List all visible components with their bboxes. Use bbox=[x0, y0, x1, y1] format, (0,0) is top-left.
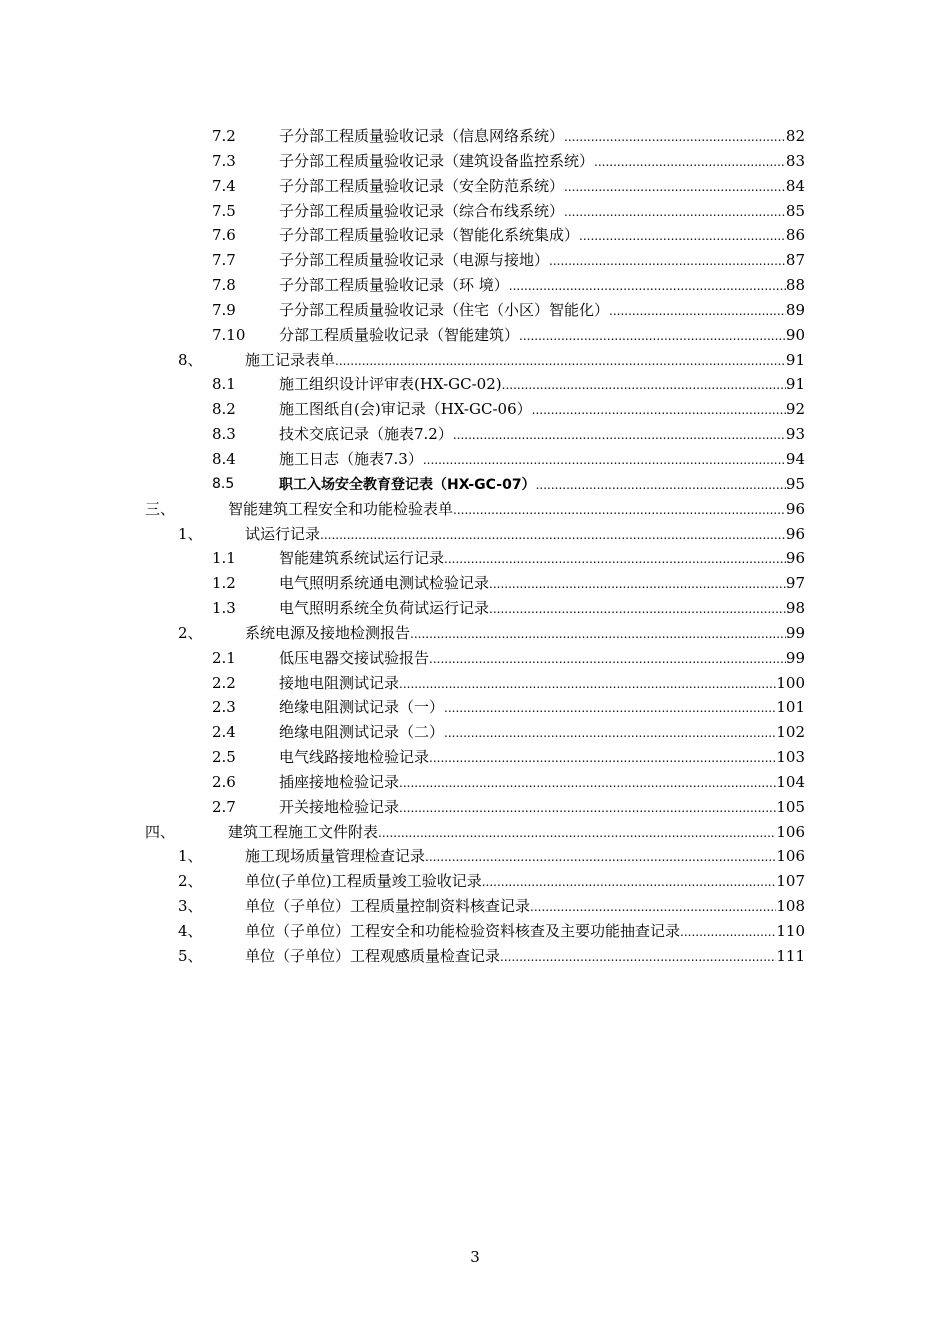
toc-entry-number: 7.5 bbox=[212, 201, 236, 220]
toc-entry-line bbox=[279, 596, 805, 622]
toc-entry-number: 7.2 bbox=[212, 127, 236, 145]
toc-entry-page: 89 bbox=[785, 300, 805, 319]
toc-dot-leader bbox=[536, 473, 786, 498]
toc-entry-title: 单位（子单位）工程安全和功能检验资料核查及主要功能抽查记录 bbox=[245, 922, 681, 940]
toc-entry-line bbox=[279, 745, 805, 771]
toc-dot-leader bbox=[320, 523, 786, 548]
toc-entry-page: 97 bbox=[785, 574, 805, 593]
toc-entry[interactable] bbox=[0, 522, 950, 547]
toc-entry-line bbox=[279, 273, 805, 299]
toc-entry-title: 单位（子单位）工程观感质量检查记录 bbox=[245, 946, 501, 965]
toc-entry-page: 83 bbox=[785, 151, 805, 170]
toc-entry-title: 智能建筑系统试运行记录 bbox=[279, 549, 445, 568]
toc-entry-title: 接地电阻测试记录 bbox=[279, 673, 400, 692]
toc-entry-page: 91 bbox=[785, 375, 805, 394]
toc-entry[interactable] bbox=[0, 894, 950, 919]
toc-dot-leader bbox=[378, 821, 776, 846]
toc-entry-line bbox=[279, 695, 805, 721]
toc-dot-leader bbox=[502, 373, 786, 398]
toc-entry-page: 86 bbox=[785, 226, 805, 245]
toc-entry-number: 5、 bbox=[178, 946, 203, 965]
toc-entry[interactable] bbox=[0, 844, 950, 869]
toc-dot-leader bbox=[482, 870, 777, 895]
toc-entry[interactable] bbox=[0, 621, 950, 646]
toc-entry-page: 111 bbox=[776, 946, 805, 965]
toc-entry-page: 99 bbox=[785, 623, 805, 642]
toc-dot-leader bbox=[500, 945, 776, 970]
toc-entry-title: 施工组织设计评审表(HX-GC-02) bbox=[279, 375, 502, 394]
toc-entry-page: 106 bbox=[776, 847, 805, 866]
toc-entry-page: 96 bbox=[785, 549, 805, 568]
toc-entry-number: 7.4 bbox=[212, 176, 236, 195]
toc-entry-page: 104 bbox=[776, 772, 805, 791]
toc-entry-number: 2、 bbox=[178, 872, 203, 891]
toc-entry-page: 95 bbox=[785, 474, 805, 493]
toc-dot-leader bbox=[489, 597, 786, 622]
toc-entry-number: 8.4 bbox=[212, 449, 236, 468]
toc-dot-leader bbox=[453, 423, 786, 448]
toc-entry[interactable] bbox=[0, 447, 950, 472]
toc-entry-title: 施工日志（施表7.3） bbox=[279, 449, 423, 468]
toc-entry-number: 2.2 bbox=[212, 673, 236, 692]
toc-entry[interactable] bbox=[0, 546, 950, 571]
toc-dot-leader bbox=[399, 796, 776, 821]
toc-entry[interactable] bbox=[0, 795, 950, 820]
toc-dot-leader bbox=[489, 572, 786, 597]
toc-entry[interactable] bbox=[0, 223, 950, 248]
toc-entry-title: 子分部工程质量验收记录（建筑设备监控系统） bbox=[279, 151, 595, 170]
toc-entry-title: 施工图纸自(会)审记录（HX-GC-06） bbox=[279, 400, 532, 419]
toc-entry-page: 84 bbox=[785, 176, 805, 195]
toc-entry-number: 1、 bbox=[178, 847, 203, 866]
toc-entry-line bbox=[245, 894, 805, 920]
toc-entry-line bbox=[279, 770, 805, 796]
toc-entry-line bbox=[245, 348, 805, 374]
toc-entry-line bbox=[279, 795, 805, 821]
toc-entry-number: 7.6 bbox=[212, 226, 236, 245]
toc-entry[interactable] bbox=[0, 149, 950, 174]
toc-entry-number: 8、 bbox=[178, 350, 203, 369]
toc-entry-title: 单位（子单位）工程质量控制资料核查记录 bbox=[245, 897, 531, 916]
toc-dot-leader bbox=[594, 150, 786, 175]
toc-entry[interactable] bbox=[0, 273, 950, 298]
toc-entry[interactable] bbox=[0, 596, 950, 621]
toc-entry-number: 1.1 bbox=[212, 549, 236, 568]
toc-entry-line bbox=[279, 571, 805, 597]
toc-entry-title: 智能建筑工程安全和功能检验表单 bbox=[228, 499, 454, 518]
toc-entry[interactable] bbox=[0, 472, 950, 497]
toc-entry-number: 2.4 bbox=[212, 723, 236, 742]
toc-entry-title: 系统电源及接地检测报告 bbox=[245, 623, 411, 642]
toc-entry-page: 108 bbox=[776, 897, 805, 916]
toc-entry-title: 分部工程质量验收记录（智能建筑） bbox=[279, 325, 520, 344]
toc-entry-page: 106 bbox=[776, 822, 805, 841]
toc-entry[interactable] bbox=[0, 869, 950, 894]
toc-entry-title: 子分部工程质量验收记录（智能化系统集成） bbox=[279, 226, 580, 245]
toc-entry-page: 96 bbox=[785, 499, 805, 518]
toc-dot-leader bbox=[549, 249, 786, 274]
toc-entry[interactable] bbox=[0, 199, 950, 224]
toc-entry-title: 建筑工程施工文件附表 bbox=[228, 822, 379, 841]
toc-entry-title: 施工现场质量管理检查记录 bbox=[245, 847, 426, 866]
toc-entry-line bbox=[228, 497, 805, 523]
toc-entry[interactable] bbox=[0, 323, 950, 348]
toc-entry-number: 4、 bbox=[178, 922, 203, 940]
toc-dot-leader bbox=[530, 895, 776, 920]
page-number: 3 bbox=[470, 1248, 480, 1266]
toc-entry-number: 7.10 bbox=[212, 325, 246, 344]
toc-entry-title: 绝缘电阻测试记录（一） bbox=[279, 698, 445, 717]
toc-dot-leader bbox=[453, 498, 786, 523]
toc-dot-leader bbox=[519, 324, 786, 349]
toc-entry-number: 7.7 bbox=[212, 251, 236, 270]
toc-entry-number: 2.1 bbox=[212, 648, 236, 667]
toc-dot-leader bbox=[423, 448, 786, 473]
toc-entry-line bbox=[279, 124, 805, 150]
toc-dot-leader bbox=[429, 647, 786, 672]
toc-entry-page: 94 bbox=[785, 449, 805, 468]
toc-entry[interactable] bbox=[0, 348, 950, 373]
toc-entry[interactable] bbox=[0, 248, 950, 273]
toc-entry-line bbox=[279, 472, 805, 498]
toc-entry-line bbox=[279, 248, 805, 274]
toc-entry-title: 绝缘电阻测试记录（二） bbox=[279, 723, 445, 742]
toc-entry-title: 子分部工程质量验收记录（安全防范系统） bbox=[279, 176, 565, 195]
toc-entry-line bbox=[279, 422, 805, 448]
toc-entry-number: 三、 bbox=[145, 499, 176, 518]
toc-entry-number: 8.2 bbox=[212, 400, 236, 419]
toc-entry-title: 子分部工程质量验收记录（信息网络系统） bbox=[279, 127, 565, 145]
toc-dot-leader bbox=[680, 920, 776, 945]
toc-entry-line bbox=[279, 174, 805, 200]
toc-entry-line bbox=[245, 844, 805, 870]
toc-entry-line bbox=[279, 199, 805, 225]
toc-entry[interactable] bbox=[0, 646, 950, 671]
toc-entry-line bbox=[279, 397, 805, 423]
toc-entry-number: 1、 bbox=[178, 524, 203, 543]
toc-entry-line bbox=[279, 646, 805, 672]
toc-entry[interactable] bbox=[0, 497, 950, 522]
toc-entry[interactable] bbox=[0, 571, 950, 596]
toc-dot-leader bbox=[399, 771, 776, 796]
toc-entry-page: 105 bbox=[776, 797, 805, 816]
toc-entry-number: 8.5 bbox=[212, 475, 235, 492]
toc-entry-page: 87 bbox=[785, 251, 805, 270]
toc-entry-title: 电气线路接地检验记录 bbox=[279, 748, 430, 767]
toc-entry-number: 8.3 bbox=[212, 425, 236, 444]
toc-entry[interactable] bbox=[0, 695, 950, 720]
toc-entry-title: 单位(子单位)工程质量竣工验收记录 bbox=[245, 872, 482, 891]
toc-entry[interactable] bbox=[0, 298, 950, 323]
toc-entry-title: 技术交底记录（施表7.2） bbox=[279, 425, 453, 444]
toc-entry-number: 7.3 bbox=[212, 151, 236, 170]
toc-entry-line bbox=[245, 621, 805, 647]
toc-entry[interactable] bbox=[0, 397, 950, 422]
toc-entry-title: 开关接地检验记录 bbox=[279, 797, 400, 816]
toc-entry-line bbox=[279, 447, 805, 473]
toc-dot-leader bbox=[564, 125, 786, 150]
toc-entry-line bbox=[279, 372, 805, 398]
toc-entry-line bbox=[279, 671, 805, 697]
toc-entry-line bbox=[279, 149, 805, 175]
toc-entry[interactable] bbox=[0, 720, 950, 745]
toc-entry-page: 101 bbox=[776, 698, 805, 717]
toc-entry[interactable] bbox=[0, 372, 950, 397]
toc-entry[interactable] bbox=[0, 174, 950, 199]
toc-dot-leader bbox=[564, 175, 786, 200]
toc-entry-page: 92 bbox=[785, 400, 805, 419]
toc-dot-leader bbox=[579, 224, 786, 249]
toc-dot-leader bbox=[429, 746, 776, 771]
toc-entry-line bbox=[245, 944, 805, 970]
toc-entry[interactable] bbox=[0, 919, 950, 944]
toc-entry-page: 90 bbox=[785, 325, 805, 344]
toc-entry-page: 103 bbox=[776, 748, 805, 767]
toc-dot-leader bbox=[410, 622, 786, 647]
toc-entry-line bbox=[245, 869, 805, 895]
toc-entry-page: 107 bbox=[776, 872, 805, 891]
toc-entry-page: 98 bbox=[785, 599, 805, 618]
toc-entry-line bbox=[279, 546, 805, 572]
toc-entry-title: 子分部工程质量验收记录（电源与接地） bbox=[279, 251, 550, 270]
toc-dot-leader bbox=[425, 845, 776, 870]
toc-dot-leader bbox=[444, 547, 786, 572]
toc-entry-number: 8.1 bbox=[212, 375, 236, 394]
toc-entry-number: 2.3 bbox=[212, 698, 236, 717]
toc-entry-number: 1.2 bbox=[212, 574, 236, 593]
toc-entry-line bbox=[245, 919, 805, 945]
toc-entry-page: 102 bbox=[776, 723, 805, 742]
toc-entry-number: 2.6 bbox=[212, 772, 236, 791]
toc-entry-title: 子分部工程质量验收记录（环 境） bbox=[279, 276, 509, 295]
toc-entry-title: 插座接地检验记录 bbox=[279, 772, 400, 791]
toc-dot-leader bbox=[564, 200, 786, 225]
toc-entry[interactable] bbox=[0, 745, 950, 770]
toc-entry-page: 93 bbox=[785, 425, 805, 444]
toc-dot-leader bbox=[509, 274, 786, 299]
toc-entry-number: 3、 bbox=[178, 897, 203, 916]
toc-entry-title: 施工记录表单 bbox=[245, 350, 336, 369]
toc-dot-leader bbox=[335, 349, 786, 374]
toc-entry-page: 110 bbox=[776, 922, 805, 940]
toc-entry-number: 2、 bbox=[178, 623, 203, 642]
toc-dot-leader bbox=[609, 299, 786, 324]
toc-entry-number: 2.5 bbox=[212, 748, 236, 767]
toc-entry-number: 四、 bbox=[145, 822, 176, 841]
toc-entry-page: 85 bbox=[785, 201, 805, 220]
toc-entry-line bbox=[279, 323, 805, 349]
toc-entry[interactable] bbox=[0, 944, 950, 969]
toc-entry-title: 子分部工程质量验收记录（综合布线系统） bbox=[279, 201, 565, 220]
toc-entry-line bbox=[279, 720, 805, 746]
toc-entry[interactable] bbox=[0, 124, 950, 149]
toc-entry-page: 96 bbox=[785, 524, 805, 543]
toc-entry-title: 试运行记录 bbox=[245, 524, 321, 543]
toc-entry-page: 82 bbox=[785, 127, 805, 145]
toc-dot-leader bbox=[399, 672, 776, 697]
table-of-contents bbox=[0, 124, 950, 969]
toc-entry-line bbox=[279, 223, 805, 249]
toc-entry-line bbox=[228, 820, 805, 846]
toc-dot-leader bbox=[444, 696, 776, 721]
toc-entry-title: 职工入场安全教育登记表（HX-GC-07） bbox=[279, 476, 536, 493]
toc-entry-page: 91 bbox=[785, 350, 805, 369]
toc-entry-title: 电气照明系统全负荷试运行记录 bbox=[279, 599, 490, 618]
toc-entry-title: 子分部工程质量验收记录（住宅（小区）智能化） bbox=[279, 300, 610, 319]
toc-entry[interactable] bbox=[0, 770, 950, 795]
toc-entry-page: 88 bbox=[785, 276, 805, 295]
toc-dot-leader bbox=[532, 398, 786, 423]
toc-entry-number: 7.9 bbox=[212, 300, 236, 319]
toc-entry[interactable] bbox=[0, 671, 950, 696]
toc-dot-leader bbox=[444, 721, 776, 746]
toc-entry-page: 100 bbox=[776, 673, 805, 692]
toc-entry[interactable] bbox=[0, 422, 950, 447]
toc-entry-title: 电气照明系统通电测试检验记录 bbox=[279, 574, 490, 593]
toc-entry-number: 7.8 bbox=[212, 276, 236, 295]
toc-entry-line bbox=[279, 298, 805, 324]
toc-entry-title: 低压电器交接试验报告 bbox=[279, 648, 430, 667]
toc-entry-line bbox=[245, 522, 805, 548]
toc-entry-number: 1.3 bbox=[212, 599, 236, 618]
toc-entry-page: 99 bbox=[785, 648, 805, 667]
toc-entry[interactable] bbox=[0, 820, 950, 845]
toc-entry-number: 2.7 bbox=[212, 797, 236, 816]
